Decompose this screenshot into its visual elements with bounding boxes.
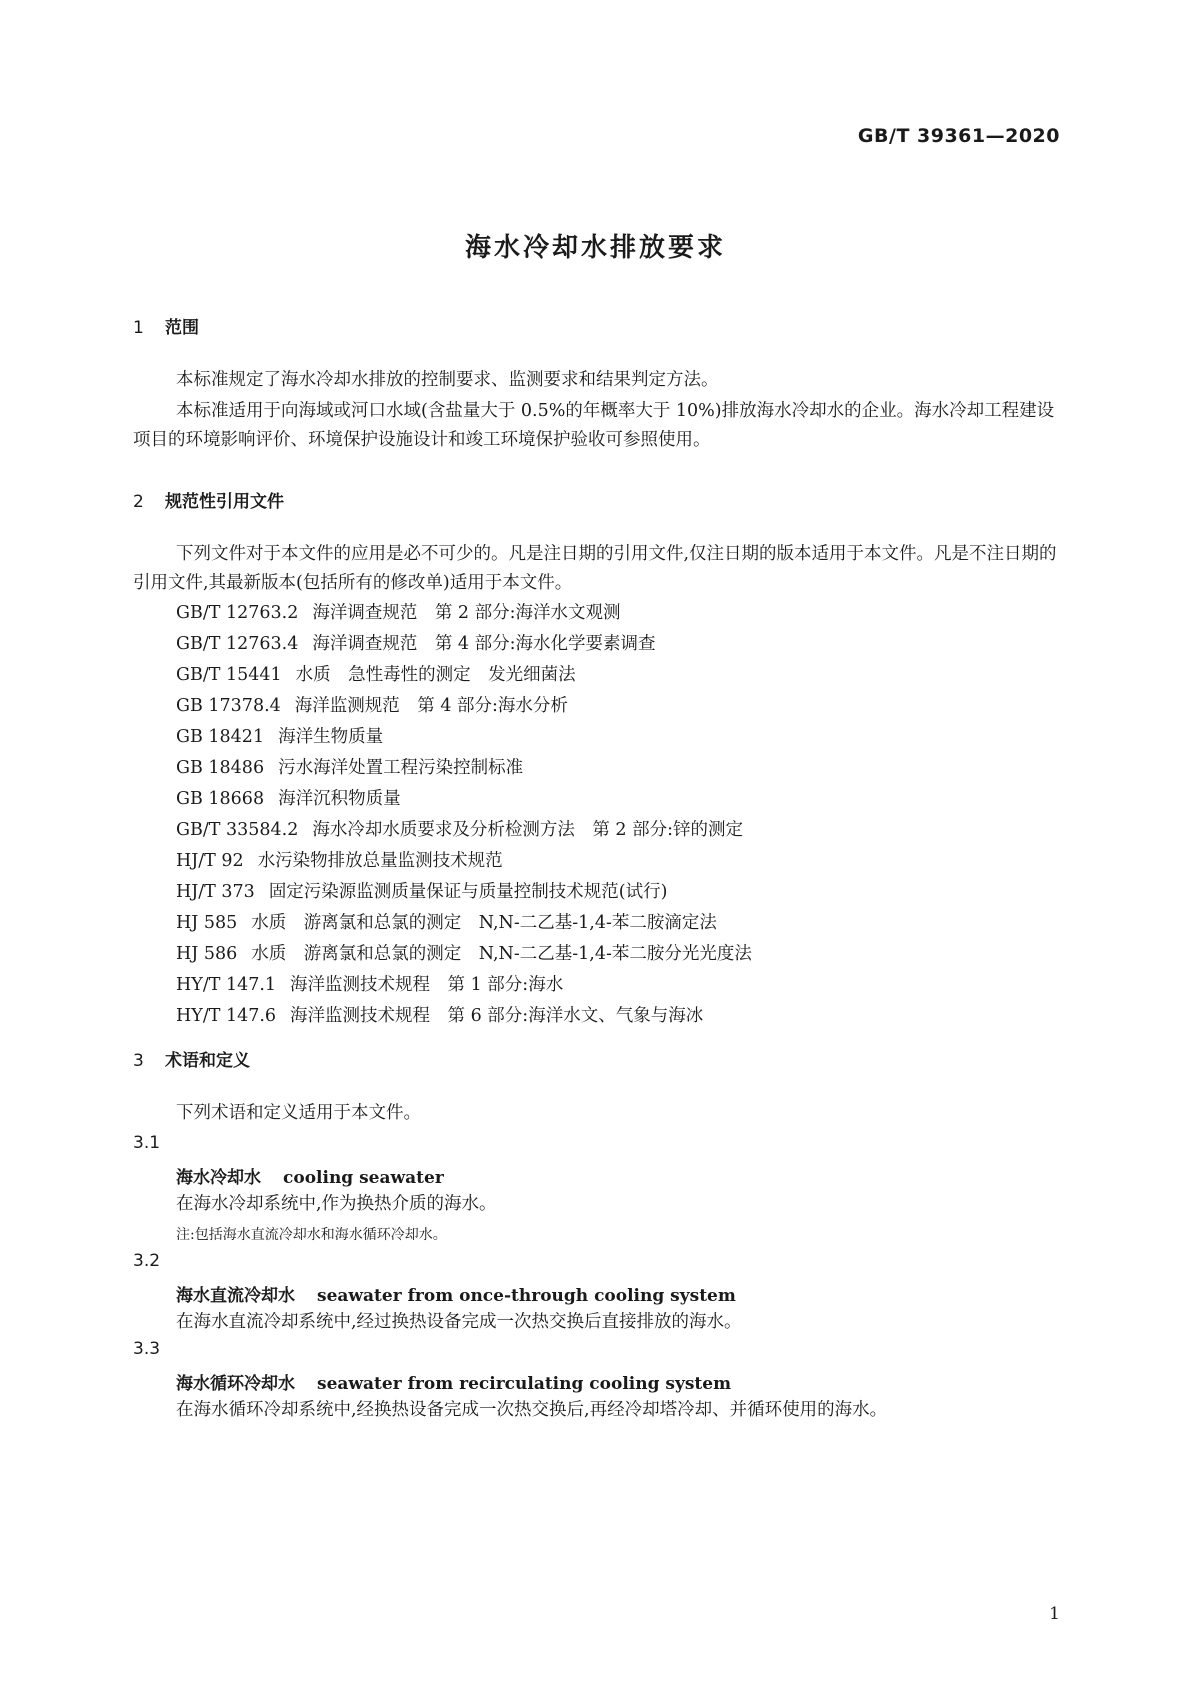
section-2-heading — [133, 487, 284, 512]
reference-item — [176, 722, 752, 753]
reference-code: GB/T 15441 — [176, 665, 282, 685]
reference-item — [176, 908, 752, 939]
reference-code: HJ 585 — [176, 913, 238, 933]
paragraph-text: 下列术语和定义适用于本文件。 — [176, 1103, 421, 1123]
reference-item — [176, 753, 752, 784]
section-title: 规范性引用文件 — [165, 492, 284, 512]
reference-code: HJ/T 373 — [176, 882, 255, 902]
reference-title: 水质 急性毒性的测定 发光细菌法 — [295, 665, 576, 685]
reference-title: 海水冷却水质要求及分析检测方法 第 2 部分:锌的测定 — [312, 820, 743, 840]
section-title: 术语和定义 — [165, 1051, 250, 1071]
reference-item — [176, 784, 752, 815]
reference-code: HJ/T 92 — [176, 851, 244, 871]
reference-item — [176, 629, 752, 660]
reference-item — [176, 1001, 752, 1032]
section-2-intro — [133, 540, 1058, 598]
reference-code: GB 18421 — [176, 727, 265, 747]
reference-code: GB/T 12763.4 — [176, 634, 299, 654]
paragraph-text: 本标准规定了海水冷却水排放的控制要求、监测要求和结果判定方法。 — [176, 370, 719, 390]
document-title: 海水冷却水排放要求 — [464, 233, 726, 263]
reference-title: 海洋监测规范 第 4 部分:海水分析 — [294, 696, 568, 716]
term-note: 注:包括海水直流冷却水和海水循环冷却水。 — [176, 1227, 447, 1243]
term-name-chinese: 海水循环冷却水 — [176, 1374, 295, 1394]
term-name-chinese: 海水直流冷却水 — [176, 1286, 295, 1306]
reference-title: 海洋监测技术规程 第 6 部分:海洋水文、气象与海冰 — [290, 1006, 704, 1026]
reference-code: GB/T 12763.2 — [176, 603, 299, 623]
reference-code: GB 18668 — [176, 789, 265, 809]
section-number: 1 — [133, 318, 144, 338]
section-1-paragraph-1 — [133, 366, 1058, 395]
term-definition: 在海水直流冷却系统中,经过换热设备完成一次热交换后直接排放的海水。 — [176, 1312, 742, 1332]
reference-title: 污水海洋处置工程污染控制标准 — [278, 758, 524, 778]
term-name-english: seawater from recirculating cooling system — [317, 1374, 732, 1394]
reference-title: 水质 游离氯和总氯的测定 N,N-二乙基-1,4-苯二胺分光光度法 — [251, 944, 752, 964]
term-name-english: seawater from once-through cooling system — [317, 1286, 736, 1306]
paragraph-text: 本标准适用于向海域或河口水域(含盐量大于 0.5%的年概率大于 10%)排放海水冷却水的企业。海水冷却工程建设项目的环境影响评价、环境保护设施设计和竣工环境保护验收可参照使用。 — [133, 401, 1055, 450]
term-definition: 在海水循环冷却系统中,经换热设备完成一次热交换后,再经冷却塔冷却、并循环使用的海水。 — [176, 1400, 888, 1420]
reference-title: 海洋沉积物质量 — [278, 789, 401, 809]
section-3-heading — [133, 1046, 250, 1071]
normative-reference-list — [176, 598, 752, 1032]
term-number: 3.2 — [133, 1251, 161, 1271]
reference-title: 海洋监测技术规程 第 1 部分:海水 — [290, 975, 564, 995]
term-definition: 在海水冷却系统中,作为换热介质的海水。 — [176, 1194, 497, 1214]
reference-item — [176, 815, 752, 846]
term-number: 3.1 — [133, 1133, 161, 1153]
reference-title: 固定污染源监测质量保证与质量控制技术规范(试行) — [268, 882, 668, 902]
reference-code: HY/T 147.6 — [176, 1006, 277, 1026]
reference-item — [176, 846, 752, 877]
paragraph-text: 下列文件对于本文件的应用是必不可少的。凡是注日期的引用文件,仅注日期的版本适用于本文件。凡是不注日期的引用文件,其最新版本(包括所有的修改单)适用于本文件。 — [133, 544, 1057, 593]
reference-item — [176, 691, 752, 722]
reference-code: GB 17378.4 — [176, 696, 281, 716]
term-name — [176, 1163, 444, 1188]
term-name — [176, 1369, 731, 1394]
term-number: 3.3 — [133, 1339, 161, 1359]
reference-item — [176, 660, 752, 691]
reference-title: 海洋调查规范 第 4 部分:海水化学要素调查 — [312, 634, 656, 654]
section-1-paragraph-2 — [133, 397, 1058, 455]
reference-item — [176, 970, 752, 1001]
section-1-heading — [133, 313, 199, 338]
section-number: 2 — [133, 492, 144, 512]
reference-title: 海洋调查规范 第 2 部分:海洋水文观测 — [312, 603, 621, 623]
reference-item — [176, 877, 752, 908]
section-title: 范围 — [165, 318, 199, 338]
reference-code: HY/T 147.1 — [176, 975, 277, 995]
section-3-intro — [133, 1099, 1058, 1128]
reference-item — [176, 598, 752, 629]
term-name-english: cooling seawater — [283, 1168, 444, 1188]
reference-code: GB/T 33584.2 — [176, 820, 299, 840]
term-name-chinese: 海水冷却水 — [176, 1168, 261, 1188]
reference-code: HJ 586 — [176, 944, 238, 964]
reference-title: 水污染物排放总量监测技术规范 — [257, 851, 503, 871]
term-name — [176, 1281, 736, 1306]
reference-title: 海洋生物质量 — [278, 727, 384, 747]
reference-item — [176, 939, 752, 970]
reference-title: 水质 游离氯和总氯的测定 N,N-二乙基-1,4-苯二胺滴定法 — [251, 913, 717, 933]
standard-code: GB/T 39361—2020 — [857, 125, 1060, 147]
reference-code: GB 18486 — [176, 758, 265, 778]
section-number: 3 — [133, 1051, 144, 1071]
page-number: 1 — [1049, 1604, 1060, 1624]
